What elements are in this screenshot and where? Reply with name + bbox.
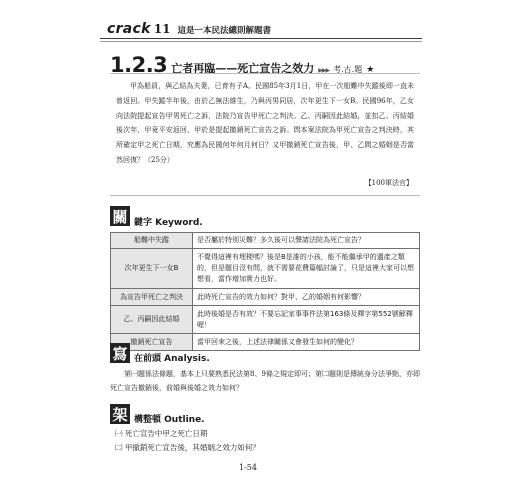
brand-number: 11: [153, 22, 171, 36]
keyword-desc: 不覺得這裡有埋梗嗎？後是B是誰的小孩，能不能繼承甲的遺產之類的，但是題目沒有問，就不需要花費篇幅討論了，只是這裡大家可以想想看，當作增加實力也好。: [193, 249, 420, 289]
star-icon: ★: [366, 65, 375, 75]
outline-kanji-icon: 架: [110, 404, 130, 424]
running-header: [107, 21, 271, 37]
keyword-term: 撤銷死亡宣告: [111, 334, 193, 351]
section-title: 亡者再臨——死亡宣告之效力: [171, 62, 315, 75]
arrow-icon: ▶▶▶: [318, 67, 330, 74]
keyword-term: 乙、丙嗣因此結婚: [111, 306, 193, 334]
keyword-term: 為宣告甲死亡之判決: [111, 289, 193, 306]
keyword-desc: 當甲回來之後，上述法律關係又會發生如何的變化？: [193, 334, 420, 351]
header-rule-thin: [100, 41, 422, 42]
keyword-row: [111, 233, 420, 249]
book-title: 這是一本民法總則解題書: [177, 26, 271, 36]
header-rule: [100, 38, 422, 39]
keyword-row: [111, 249, 420, 289]
brand-logo: crack: [107, 21, 151, 37]
outline-item: ㈠ 死亡宣告中甲之死亡日期: [115, 429, 208, 438]
analysis-heading: 在前頭 Analysis.: [134, 354, 210, 364]
keyword-heading: 鍵字 Keyword.: [134, 218, 203, 228]
outline-item: ㈡ 甲撤銷死亡宣告後，其婚姻之效力如何？: [115, 443, 260, 452]
analysis-text: 第㈠題係法條題，基本上只要熟悉民法第8、9條之規定即可；第㈡題則是傳統身分法爭點，亦即死亡宣告撤銷後，前婚與後婚之效力如何？: [110, 370, 420, 392]
keyword-desc: 此時後婚是否有效？不要忘記家事事件法第163條及釋字第552號解釋喔！: [193, 306, 420, 334]
keyword-term: 船難中失蹤: [111, 233, 193, 249]
page-number: 1-54: [239, 463, 257, 472]
keyword-table: [110, 232, 420, 351]
outline-heading: 構整頓 Outline.: [134, 415, 205, 425]
question-box: [110, 73, 420, 196]
keyword-desc: 是否屬於特別災難？多久後可以聲請法院為死亡宣告？: [193, 233, 420, 249]
section-source: 考.古.題: [333, 65, 363, 74]
keyword-term: 次年更生下一女B: [111, 249, 193, 289]
question-source: 【100軍法官】: [364, 179, 413, 187]
keyword-row: [111, 334, 420, 351]
section-number: 1.2.3: [110, 53, 168, 77]
analysis-kanji-icon: 寫: [110, 343, 130, 363]
keyword-kanji-icon: 關: [110, 206, 130, 226]
keyword-row: [111, 289, 420, 306]
question-text: 甲為船員，與乙結為夫妻，已育有子A。民國85年3月1日，甲在一次船難中失蹤後即一直未曾返回。甲失蹤半年後，由於乙無法維生，乃與丙男同居，次年更生下一女B。民國96年，乙女向法院提起宣告甲男死亡之訴，法院乃宣告甲死亡之判決。乙、丙嗣因此結婚，並扣乙、丙結婚後次年，甲竟平安返回，甲於是提起撤銷死亡宣告之訴。問本案法院為甲死亡宣告之判決時，其所確定甲之死亡日期，究應為民國何年何月何日？又甲撤銷死亡宣告後，甲、乙間之婚姻是否當然回復？（25分）: [116, 82, 414, 164]
keyword-desc: 此時死亡宣告的效力如何？對甲、乙的婚姻有何影響？: [193, 289, 420, 306]
keyword-row: [111, 306, 420, 334]
